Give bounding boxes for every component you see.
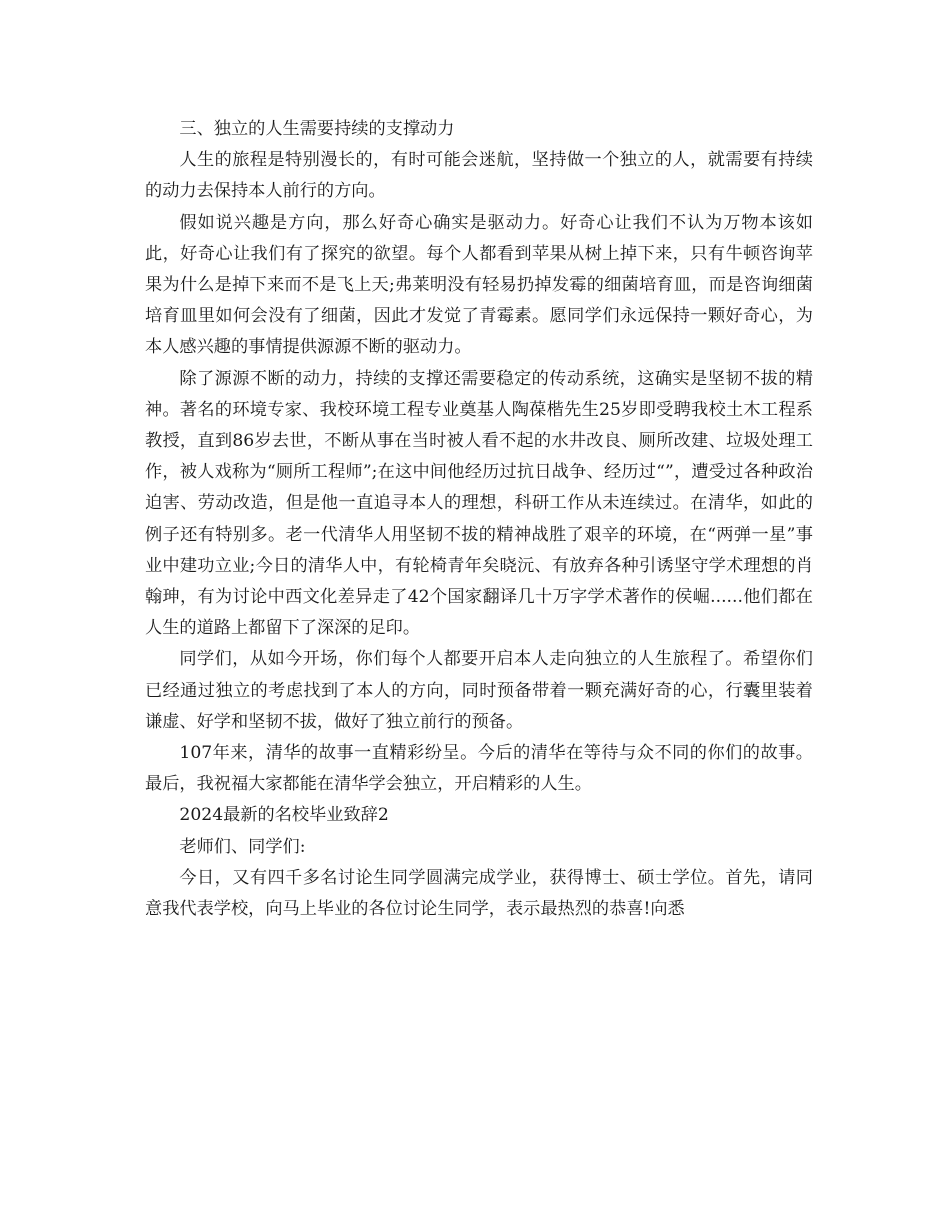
section-heading: 三、独立的人生需要持续的支撑动力: [179, 119, 455, 139]
speech-title: 2024最新的名校毕业致辞2: [179, 805, 389, 826]
paragraph: 假如说兴趣是方向，那么好奇心确实是驱动力。好奇心让我们不认为万物本该如此，好奇心让我们有了探究的欲望。每个人都看到苹果从树上掉下来，只有牛顿咨询苹果为什么是掉下来而不是飞上天;弗莱明没有轻易扔掉发霉的细菌培育皿，而是咨询细菌培育皿里如何会没有了细菌，因此才发觉了青霉素。愿同学们永远保持一颗好奇心，为本人感兴趣的事情提供源源不断的驱动力。: [145, 212, 813, 358]
paragraph: 今日，又有四千多名讨论生同学圆满完成学业，获得博士、硕士学位。首先，请同意我代表学校，向马上毕业的各位讨论生同学，表示最热烈的恭喜!向悉: [145, 867, 813, 920]
paragraph: 同学们，从如今开场，你们每个人都要开启本人走向独立的人生旅程了。希望你们已经通过独立的考虑找到了本人的方向，同时预备带着一颗充满好奇的心，行囊里装着谦虚、好学和坚韧不拔，做好了独立前行的预备。: [145, 649, 813, 732]
paragraph: 除了源源不断的动力，持续的支撑还需要稳定的传动系统，这确实是坚韧不拔的精神。著名的环境专家、我校环境工程专业奠基人陶葆楷先生25岁即受聘我校土木工程系教授，直到86岁去世，不断从事在当时被人看不起的水井改良、厕所改建、垃圾处理工作，被人戏称为“厕所工程师”;在这中间他经历过抗日战争、经历过“”，遭受过各种政治迫害、劳动改造，但是他一直追寻本人的理想，科研工作从未连续过。在清华，如此的例子还有特别多。老一代清华人用坚韧不拔的精神战胜了艰辛的环境，在“两弹一星”事业中建功立业;今日的清华人中，有轮椅青年矣晓沅、有放弃各种引诱坚守学术理想的肖翰珅，有为讨论中西文化差异走了42个国家翻译几十万字学术著作的侯崛......他们都在人生的道路上都留下了深深的足印。: [145, 368, 813, 639]
paragraph: 107年来，清华的故事一直精彩纷呈。今后的清华在等待与众不同的你们的故事。最后，我祝福大家都能在清华学会独立，开启精彩的人生。: [145, 743, 813, 795]
paragraph: 人生的旅程是特别漫长的，有时可能会迷航，坚持做一个独立的人，就需要有持续的动力去保持本人前行的方向。: [145, 150, 813, 202]
salutation: 老师们、同学们:: [179, 836, 306, 857]
document-body: [145, 114, 813, 925]
